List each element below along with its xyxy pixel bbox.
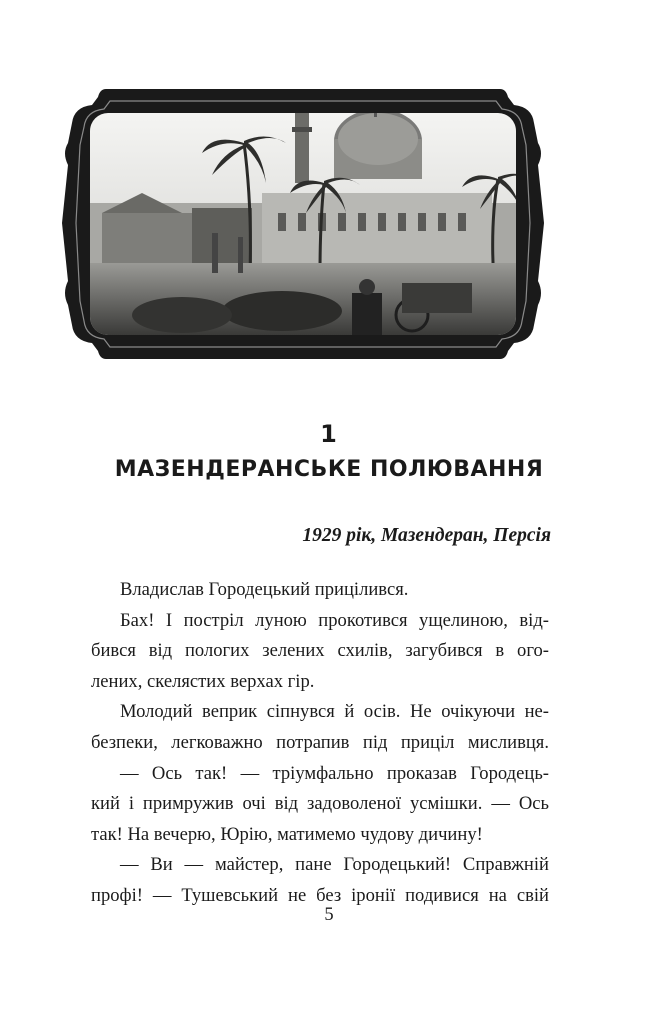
body-text xyxy=(91,575,549,912)
body-line: так! На вечерю, Юрію, матимемо чудову дичину! xyxy=(91,823,483,845)
body-line: профі! — Тушевський не без іронії подивися на свій xyxy=(91,884,549,906)
page-number: 5 xyxy=(324,905,334,925)
body-line: Бах! І постріл луною прокотився ущелиною, від- xyxy=(120,609,549,631)
body-line: бився від пологих зелених схилів, загубився в ого- xyxy=(91,640,549,662)
body-line: безпеки, легковажно потрапив під приціл мисливця. xyxy=(91,731,549,753)
body-line: лених, скелястих верхах гір. xyxy=(91,670,315,692)
dateline: 1929 рік, Мазендеран, Персія xyxy=(302,525,551,546)
body-line: Владислав Городецький прицілився. xyxy=(120,579,409,600)
chapter-title: МАЗЕНДЕРАНСЬКЕ ПОЛЮВАННЯ xyxy=(114,457,544,482)
chapter-number: 1 xyxy=(320,420,338,448)
chapter-illustration xyxy=(62,83,544,365)
body-line: — Ось так! — тріумфально проказав Городець- xyxy=(120,762,549,784)
body-line: — Ви — майстер, пане Городецький! Справжній xyxy=(120,854,549,876)
photo-scene xyxy=(90,91,534,335)
body-line: кий і примружив очі від задоволеної усмішки. — Ось xyxy=(91,793,549,815)
body-line: Молодий веприк сіпнувся й осів. Не очікуючи не- xyxy=(120,701,549,723)
